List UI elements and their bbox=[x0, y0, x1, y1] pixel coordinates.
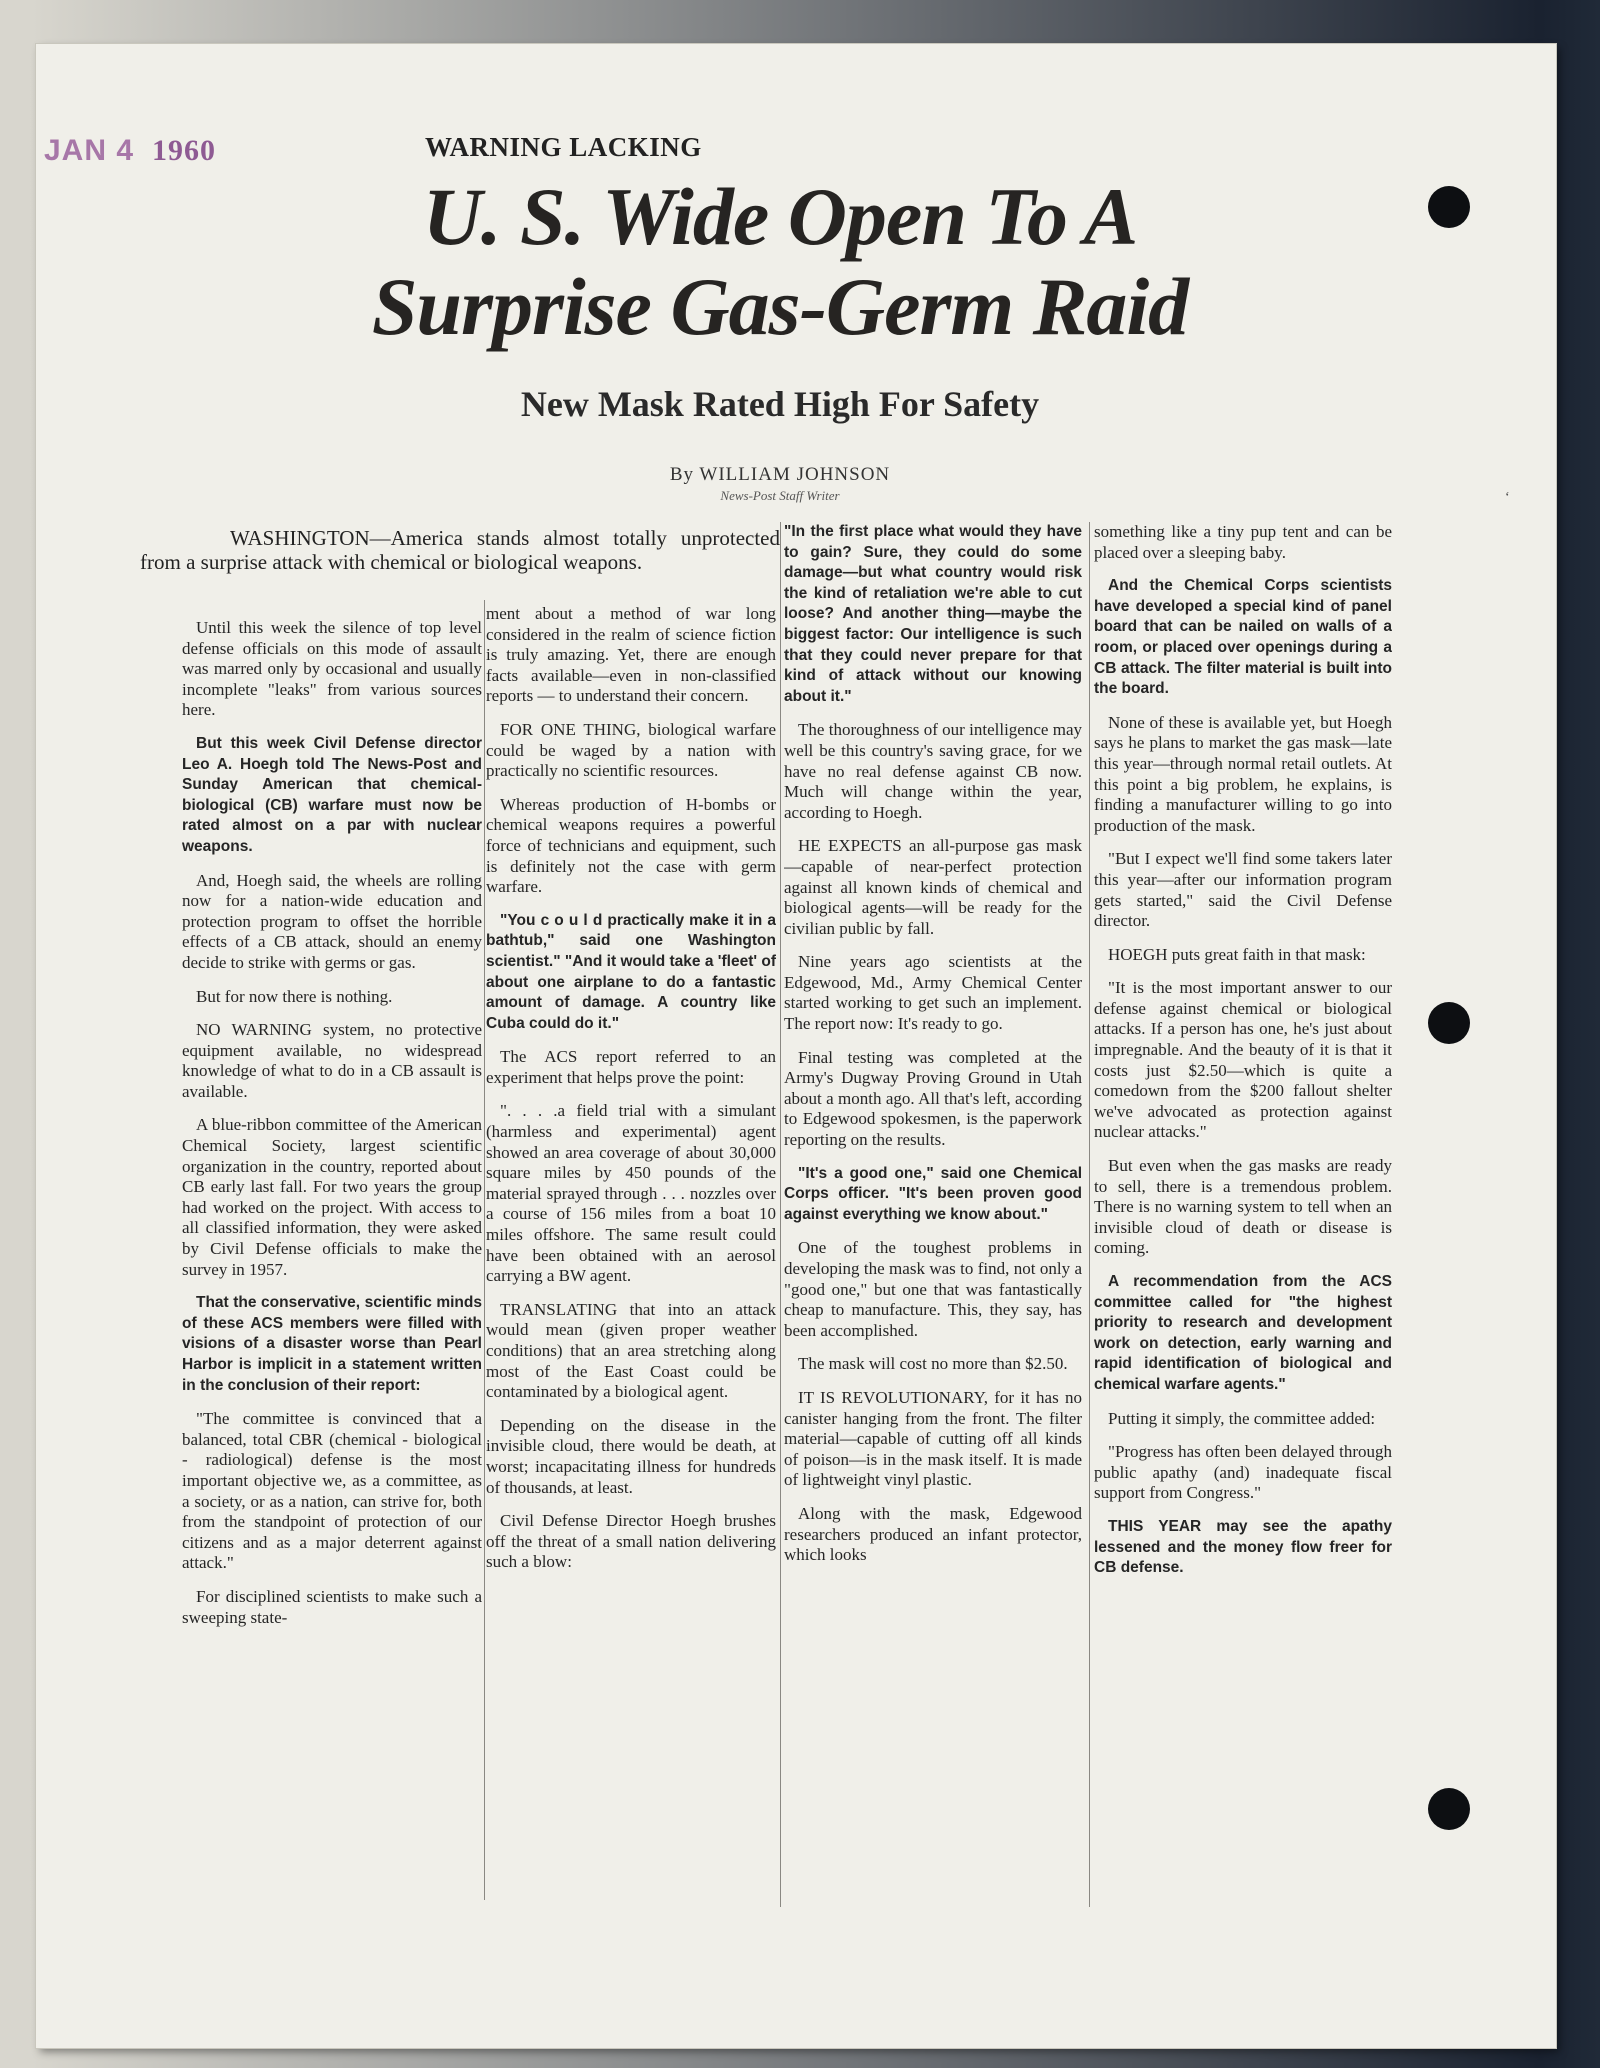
date-stamp bbox=[44, 134, 216, 168]
article-paragraph: Nine years ago scientists at the Edgewood, Md., Army Chemical Center started working to get such an implement. The report now: It's ready to go. bbox=[784, 952, 1082, 1034]
article-paragraph: TRANSLATING that into an attack would mean (given proper weather conditions) that an area stretching along most of the East Coast could be contaminated by a biological agent. bbox=[486, 1299, 776, 1402]
article-paragraph: Putting it simply, the committee added: bbox=[1108, 1408, 1376, 1428]
article-paragraph: The ACS report referred to an experiment that helps prove the point: bbox=[486, 1047, 776, 1087]
article-column-3 bbox=[784, 522, 1082, 1907]
article-subhead: New Mask Rated High For Safety bbox=[520, 384, 1040, 424]
article-paragraph: For disciplined scientists to make such a sweeping state- bbox=[182, 1586, 482, 1627]
article-paragraph: The thoroughness of our intelligence may well be this country's saving grace, for we have no real defense against CB now. Much will change within the year, according to Hoegh. bbox=[784, 720, 1082, 822]
margin-mark: ‘ bbox=[1505, 490, 1510, 505]
article-paragraph: Final testing was completed at the Army's Dugway Proving Ground in Utah about a month ago. All that's left, according to Edgewood spokesmen, is the paperwork reporting on the results. bbox=[784, 1047, 1082, 1150]
column-rule bbox=[484, 600, 485, 1900]
date-stamp-day: JAN 4 bbox=[44, 134, 135, 167]
article-paragraph: "Progress has often been delayed through public apathy (and) inadequate fiscal support from Congress." bbox=[1094, 1442, 1392, 1503]
article-paragraph: IT IS REVOLUTIONARY, for it has no canister hanging from the front. The filter material—capable of cutting off all kinds of poison—is in the mask itself. It is made of lightweight vinyl plastic. bbox=[784, 1387, 1082, 1490]
article-paragraph: But this week Civil Defense director Leo A. Hoegh told The News-Post and Sunday American that chemical-biological (CB) warfare must now be rated almost on a par with nuclear weapons. bbox=[182, 734, 482, 855]
article-paragraph: "In the first place what would they have to gain? Sure, they could do some damage—but what country would risk the kind of retaliation we're able to cut loose? And another thing—maybe the biggest factor: Our intelligence is such that they could never prepare for that kind of attack without our knowing about it." bbox=[784, 523, 1082, 705]
headline-line-2: Surprise Gas-Germ Raid bbox=[371, 261, 1189, 352]
article-paragraph: HE EXPECTS an all-purpose gas mask—capable of near-perfect protection against all known kinds of chemical and biological agents—will be ready for the civilian public by fall. bbox=[784, 836, 1082, 938]
column-rule bbox=[1089, 522, 1090, 1907]
article-paragraph: ". . . .a field trial with a simulant (harmless and experimental) agent showed an area coverage of about 30,000 square miles by 450 pounds of the material sprayed through . . . nozzles over a course of 156 miles from a boat 10 miles offshore. The same result could have been obtained with an aerosol carrying a BW agent. bbox=[486, 1101, 776, 1286]
article-paragraph: Until this week the silence of top level defense officials on this mode of assault was marred only by occasional and usually incomplete "leaks" from various sources here. bbox=[182, 618, 482, 720]
article-paragraph: Depending on the disease in the invisible cloud, there would be death, at worst; incapacitating illness for hundreds of thousands, at least. bbox=[486, 1415, 776, 1497]
article-kicker: WARNING LACKING bbox=[425, 132, 702, 162]
article-paragraph: The mask will cost no more than $2.50. bbox=[798, 1354, 1068, 1374]
article-paragraph: something like a tiny pup tent and can be placed over a sleeping baby. bbox=[1094, 522, 1392, 562]
article-paragraph: But for now there is nothing. bbox=[196, 986, 393, 1006]
article-paragraph: Whereas production of H-bombs or chemical weapons requires a powerful force of technicians and equipment, such is definitely not the case with germ warfare. bbox=[486, 794, 776, 897]
article-paragraph: But even when the gas masks are ready to sell, there is a tremendous problem. There is no warning system to tell when an invisible cloud of death or disease is coming. bbox=[1094, 1156, 1392, 1258]
date-stamp-year: 1960 bbox=[152, 134, 217, 167]
article-paragraph: "The committee is convinced that a balanced, total CBR (chemical - biological - radiological) defense is the most important objective we, as a committee, as a society, or as a nation, can strive for, both from the standpoint of protection of our citizens and as a major deterrent against attack." bbox=[182, 1409, 482, 1573]
article-headline bbox=[300, 172, 1260, 352]
article-paragraph: ment about a method of war long considered in the realm of science fiction is truly amazing. Yet, there are enough facts available—even in non-classified reports — to understand their concern. bbox=[486, 604, 776, 706]
article-paragraph: None of these is available yet, but Hoegh says he plans to market the gas mask—late this year—through normal retail outlets. At this point a big problem, he explains, is finding a manufacturer willing to go into production of the mask. bbox=[1094, 712, 1392, 835]
byline: By WILLIAM JOHNSON bbox=[669, 464, 891, 485]
punch-hole bbox=[1428, 1788, 1470, 1830]
lead-paragraph: WASHINGTON—America stands almost totally unprotected from a surprise attack with chemical or biological weapons. bbox=[140, 526, 780, 574]
punch-hole bbox=[1428, 1002, 1470, 1044]
article-paragraph: THIS YEAR may see the apathy lessened and the money flow freer for CB defense. bbox=[1094, 1517, 1392, 1577]
article-paragraph: Along with the mask, Edgewood researchers produced an infant protector, which looks bbox=[784, 1503, 1082, 1565]
headline-line-1: U. S. Wide Open To A bbox=[422, 171, 1138, 262]
article-paragraph: That the conservative, scientific minds of these ACS members were filled with visions of a disaster worse than Pearl Harbor is implicit in a statement written in the conclusion of their report: bbox=[182, 1294, 482, 1394]
article-paragraph: HOEGH puts great faith in that mask: bbox=[1108, 944, 1366, 964]
article-column-1 bbox=[182, 618, 482, 1903]
column-rule bbox=[780, 522, 781, 1907]
article-paragraph: A blue-ribbon committee of the American Chemical Society, largest scientific organization in the country, reported about CB early last fall. For two years the group had worked on the project. With access to all classified information, they were asked by Civil Defense officials to make the survey in 1957. bbox=[182, 1115, 482, 1279]
article-paragraph: FOR ONE THING, biological warfare could be waged by a nation with practically no scientific resources. bbox=[486, 719, 776, 781]
byline-role: News-Post Staff Writer bbox=[720, 488, 840, 503]
punch-hole bbox=[1428, 186, 1470, 228]
article-paragraph: "It's a good one," said one Chemical Corps officer. "It's been proven good against everything we know about." bbox=[784, 1164, 1082, 1223]
article-paragraph: And the Chemical Corps scientists have developed a special kind of panel board that can be nailed on walls of a room, or placed over openings during a CB attack. The filter material is built into the board. bbox=[1094, 577, 1392, 698]
article-column-2 bbox=[486, 604, 776, 1904]
article-paragraph: One of the toughest problems in developing the mask was to find, not only a "good one," but one that was fantastically cheap to manufacture. This, they say, has been accomplished. bbox=[784, 1238, 1082, 1340]
article-paragraph: "It is the most important answer to our defense against chemical or biological attacks. If a person has one, he's just about impregnable. And the beauty of it is that it costs just $2.50—which is quite a comedown from the $200 fallout shelter we've advocated as protection against nuclear attacks." bbox=[1094, 978, 1392, 1142]
article-paragraph: Civil Defense Director Hoegh brushes off the threat of a small nation delivering such a blow: bbox=[486, 1511, 776, 1572]
article-paragraph: "You c o u l d practically make it in a bathtub," said one Washington scientist." "And it would take a 'fleet' of about one airplane to do a fantastic amount of damage. A country like Cuba could do it." bbox=[486, 911, 776, 1032]
article-paragraph: "But I expect we'll find some takers later this year—after our information program gets started," said the Civil Defense director. bbox=[1094, 849, 1392, 931]
article-paragraph: And, Hoegh said, the wheels are rolling now for a nation-wide education and protection program to offset the horrible effects of a CB attack, should an enemy decide to strike with germs or gas. bbox=[182, 870, 482, 972]
article-column-4 bbox=[1094, 522, 1392, 1912]
article-paragraph: NO WARNING system, no protective equipment available, no widespread knowledge of what to do in a CB assault is available. bbox=[182, 1020, 482, 1101]
article-paragraph: A recommendation from the ACS committee called for "the highest priority to research and development work on detection, early warning and rapid identification of biological and chemical warfare agents." bbox=[1094, 1273, 1392, 1393]
